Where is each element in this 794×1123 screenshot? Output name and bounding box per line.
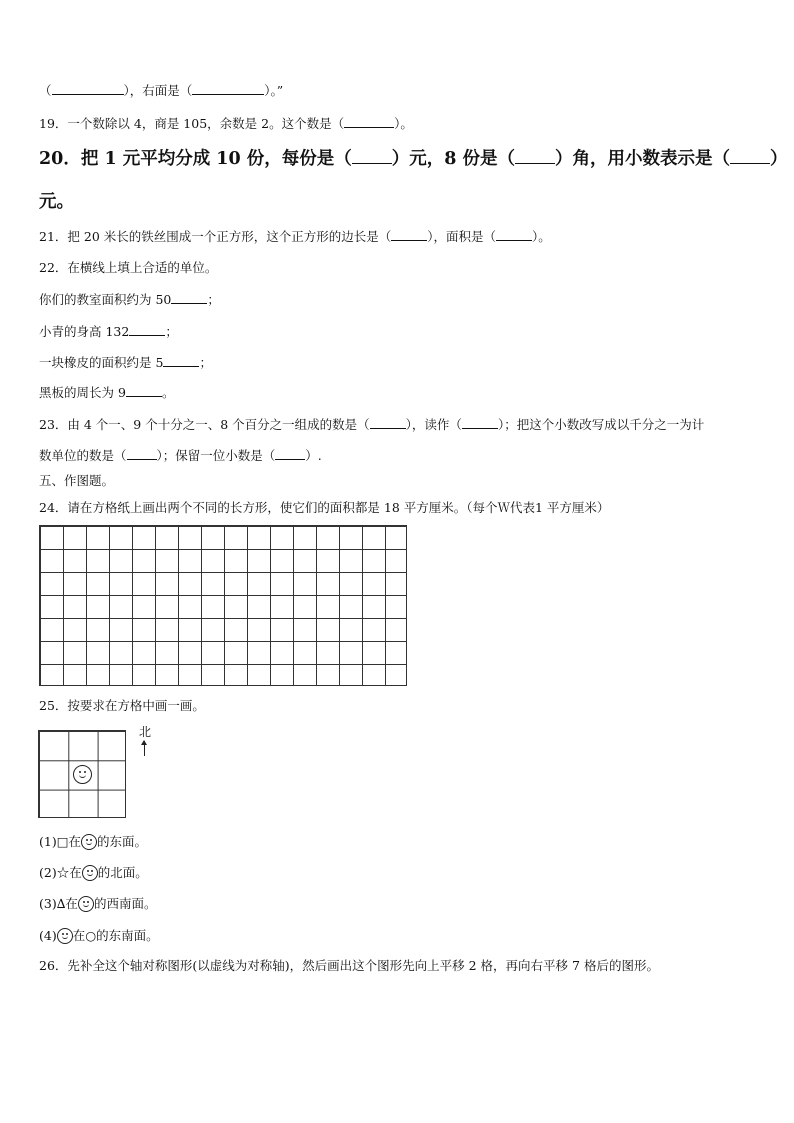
smiley-face-icon — [82, 865, 98, 881]
square-grid-paper[interactable] — [39, 525, 407, 686]
answer-blank[interactable] — [370, 417, 406, 429]
question-24: 24．请在方格纸上画出两个不同的长方形，使它们的面积都是 18 平方厘米。（每个Ｗ代表1 平方厘米） — [39, 500, 610, 515]
question-25-item-3: (3)∆在 的西南面。 — [39, 896, 157, 911]
answer-blank[interactable] — [129, 324, 165, 336]
question-20: 20．把 1 元平均分成 10 份，每份是（ ）元，8 份是（ ）角，用小数表示是（ ） — [39, 149, 788, 169]
answer-blank[interactable] — [730, 148, 770, 164]
question-23-cont: 数单位的数是（ ）；保留一位小数是（ ）. — [39, 448, 322, 463]
north-arrow-icon — [144, 741, 145, 756]
question-23: 23．由 4 个一、9 个十分之一、8 个百分之一组成的数是（ ），读作（ ）；把这个小数改写成以千分之一为计 — [39, 417, 705, 432]
question-26: 26．先补全这个轴对称图形(以虚线为对称轴)，然后画出这个图形先向上平移 2 格，再向右平移 7 格后的图形。 — [39, 958, 659, 973]
smiley-face-icon — [78, 896, 94, 912]
section-title: 五、作图题。 — [39, 473, 115, 488]
question-22-line-1: 你们的教室面积约为 50 ； — [39, 292, 220, 307]
question-18-tail: （ ），右面是（ ）。” — [39, 83, 284, 98]
answer-blank[interactable] — [171, 292, 207, 304]
answer-blank[interactable] — [344, 116, 394, 128]
question-25-item-4: (4) 在○的东南面。 — [39, 928, 159, 943]
north-label: 北 — [139, 725, 152, 739]
question-22-line-2: 小青的身高 132 ； — [39, 324, 178, 339]
answer-blank[interactable] — [275, 448, 305, 460]
question-22-line-3: 一块橡皮的面积约是 5 ； — [39, 355, 212, 370]
question-22-line-4: 黑板的周长为 9 。 — [39, 385, 175, 400]
question-20-cont: 元。 — [39, 192, 74, 212]
answer-blank[interactable] — [192, 83, 264, 95]
answer-blank[interactable] — [52, 83, 124, 95]
question-19: 19．一个数除以 4，商是 105，余数是 2。这个数是（ ）。 — [39, 116, 413, 131]
answer-blank[interactable] — [462, 417, 498, 429]
question-21: 21．把 20 米长的铁丝围成一个正方形，这个正方形的边长是（ ），面积是（ ）。 — [39, 229, 551, 244]
question-25-item-2: (2)☆在 的北面。 — [39, 865, 148, 880]
answer-blank[interactable] — [515, 148, 555, 164]
answer-blank[interactable] — [127, 448, 157, 460]
question-25-title: 25．按要求在方格中画一画。 — [39, 698, 205, 713]
smiley-face-icon — [57, 928, 73, 944]
answer-blank[interactable] — [496, 229, 532, 241]
answer-blank[interactable] — [391, 229, 427, 241]
answer-blank[interactable] — [163, 355, 199, 367]
answer-blank[interactable] — [352, 148, 392, 164]
answer-blank[interactable] — [126, 385, 162, 397]
question-25-item-1: (1)□在 的东面。 — [39, 834, 148, 849]
question-22-title: 22．在横线上填上合适的单位。 — [39, 260, 218, 275]
smiley-face-icon — [81, 834, 97, 850]
smiley-face-icon — [73, 765, 92, 784]
